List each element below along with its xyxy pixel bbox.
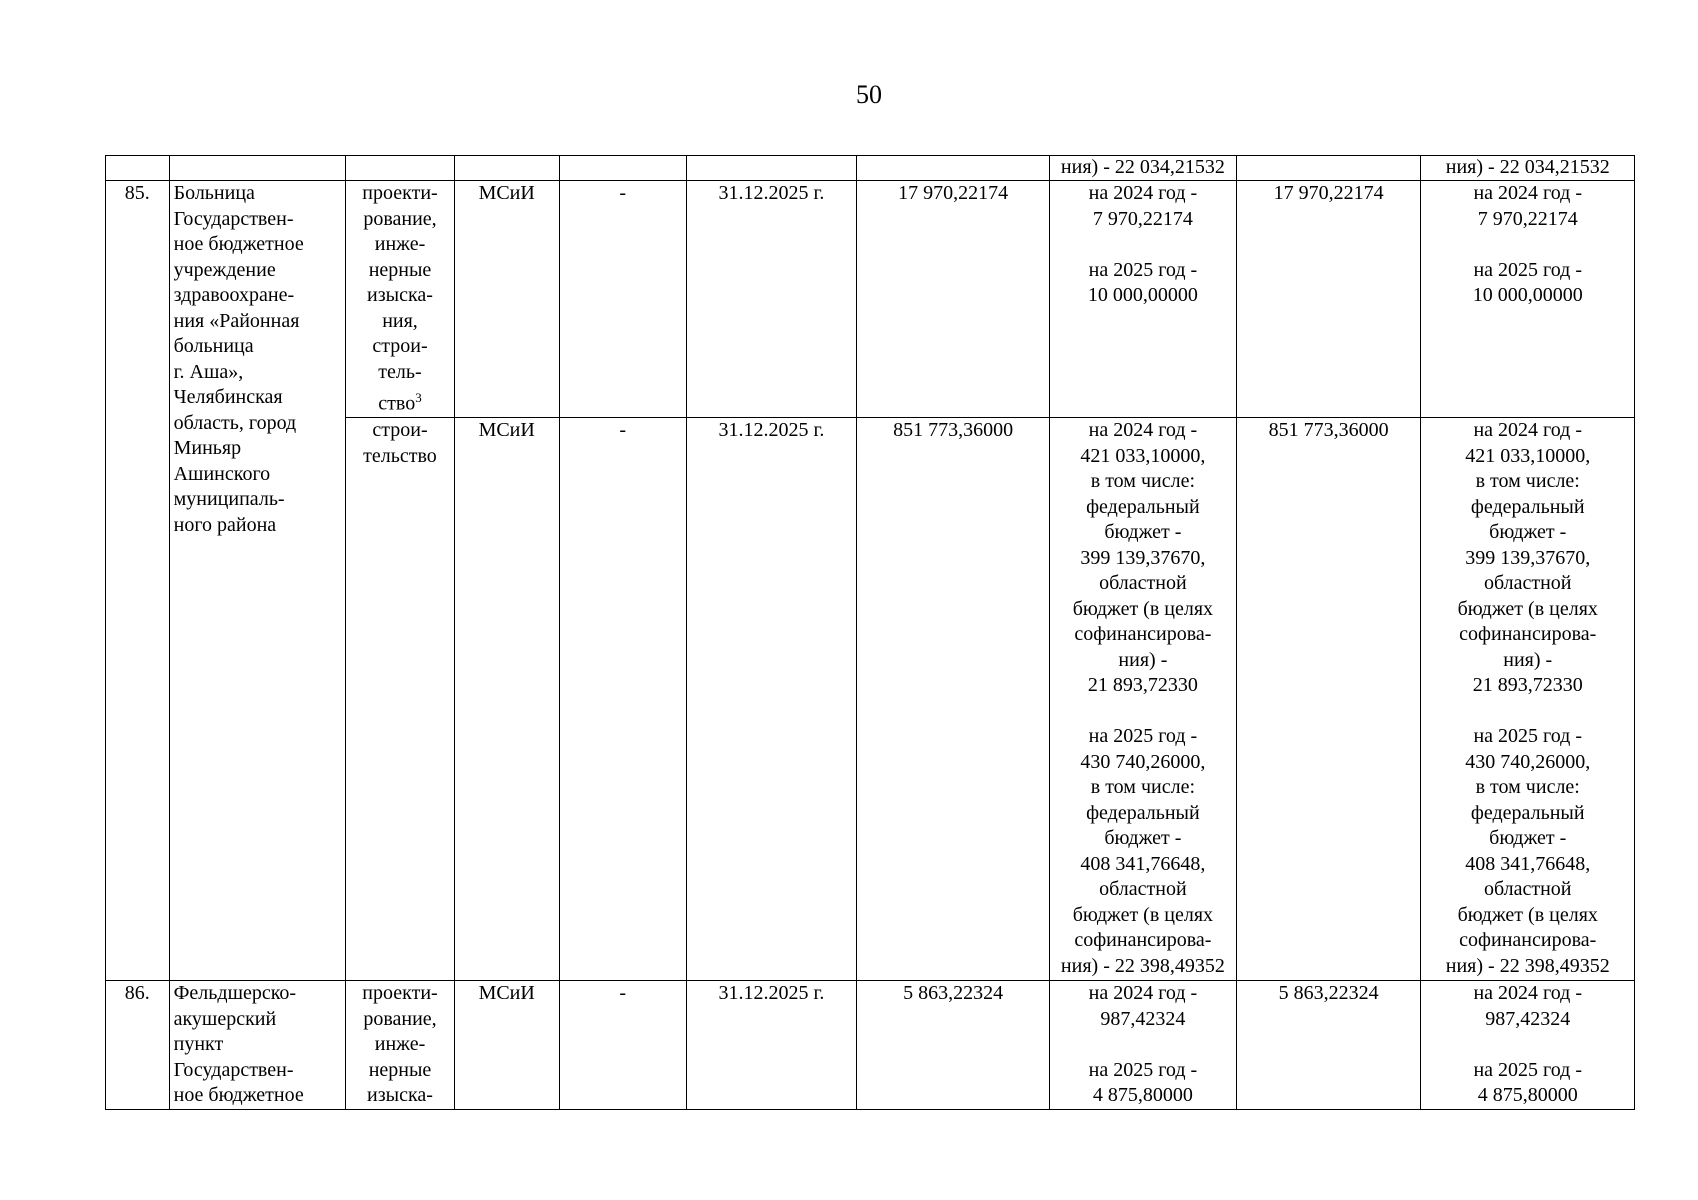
estimated-cost: 17 970,22174	[857, 181, 1050, 418]
row-number: 86.	[106, 981, 170, 1110]
estimated-cost-2: 5 863,22324	[1236, 981, 1421, 1110]
deadline-date: 31.12.2025 г.	[686, 418, 856, 981]
estimated-cost-2: 17 970,22174	[1236, 181, 1421, 418]
agency: МСиИ	[454, 181, 559, 418]
funding-breakdown-2: на 2024 год - 421 033,10000, в том числе: федеральный бюджет - 399 139,37670, областной бюджет (в целях софинансирова- ния) - 21 893,72330 на 2025 год - 430 740,26000, в том числе: федеральный бюджет - 408 341,76648, областной бюджет (в целях софинансирова- ния) - 22 398,49352	[1421, 418, 1635, 981]
work-type: проекти- рование, инже- нерные изыска-	[346, 981, 455, 1110]
funding-breakdown: на 2024 год - 987,42324 на 2025 год - 4 875,80000	[1050, 981, 1237, 1110]
table-row	[106, 981, 1635, 1110]
work-type: строи- тельство	[346, 418, 455, 981]
funding-breakdown-2: на 2024 год - 987,42324 на 2025 год - 4 875,80000	[1421, 981, 1635, 1110]
estimated-cost: 851 773,36000	[857, 418, 1050, 981]
page-number: 50	[856, 80, 882, 109]
footnote-mark: 3	[415, 390, 422, 405]
budget-table	[105, 155, 1635, 1110]
dash: -	[559, 981, 686, 1110]
estimated-cost: 5 863,22324	[857, 981, 1050, 1110]
continuation-row	[106, 156, 1635, 181]
dash: -	[559, 418, 686, 981]
work-type: проекти- рование, инже- нерные изыска- ния, строи- тель- ство$^3$	[346, 181, 455, 418]
funding-breakdown-2: на 2024 год - 7 970,22174 на 2025 год - 10 000,00000	[1421, 181, 1635, 418]
object-name: Фельдшерско- акушерский пункт Государствен- ное бюджетное	[169, 981, 346, 1110]
agency: МСиИ	[454, 981, 559, 1110]
dash: -	[559, 181, 686, 418]
deadline-date: 31.12.2025 г.	[686, 981, 856, 1110]
agency: МСиИ	[454, 418, 559, 981]
continuation-funding-2: ния) - 22 034,21532	[1421, 156, 1635, 181]
funding-breakdown: на 2024 год - 421 033,10000, в том числе: федеральный бюджет - 399 139,37670, областной бюджет (в целях софинансирова- ния) - 21 893,72330 на 2025 год - 430 740,26000, в том числе: федеральный бюджет - 408 341,76648, областной бюджет (в целях софинансирова- ния) - 22 398,49352	[1050, 418, 1237, 981]
continuation-funding: ния) - 22 034,21532	[1050, 156, 1237, 181]
object-name: Больница Государствен- ное бюджетное учреждение здравоохране- ния «Районная больница г. Аша», Челябинская область, город Миньяр Ашинского муниципаль- ного района	[169, 181, 346, 981]
row-number: 85.	[106, 181, 170, 981]
funding-breakdown: на 2024 год - 7 970,22174 на 2025 год - 10 000,00000	[1050, 181, 1237, 418]
estimated-cost-2: 851 773,36000	[1236, 418, 1421, 981]
table-row	[106, 181, 1635, 418]
deadline-date: 31.12.2025 г.	[686, 181, 856, 418]
